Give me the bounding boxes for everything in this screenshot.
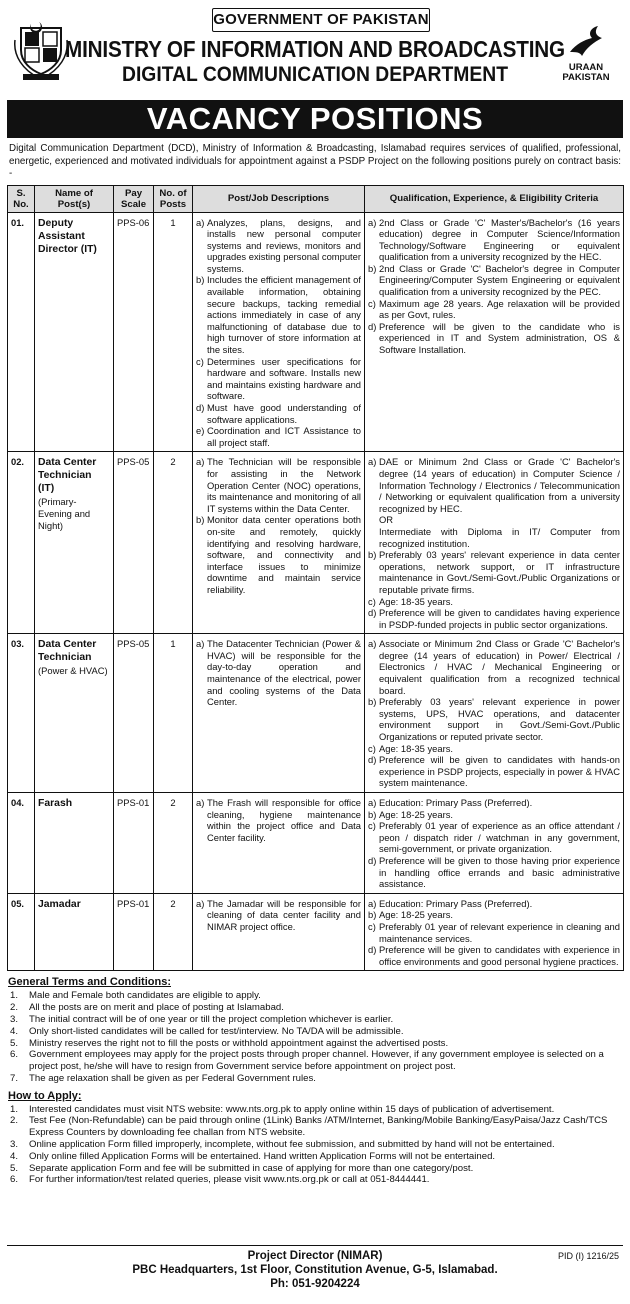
qualification-item — [368, 944, 620, 967]
terms-list — [7, 990, 623, 1084]
table-row — [8, 212, 624, 452]
qualification-list — [368, 797, 620, 890]
qualification-item — [368, 263, 620, 298]
list-marker: b) — [368, 262, 377, 274]
department-title: DIGITAL COMMUNICATION DEPARTMENT — [121, 63, 509, 86]
row-job-description — [193, 793, 365, 894]
description-item — [196, 425, 361, 448]
description-item — [196, 356, 361, 402]
qualification-list — [368, 456, 620, 630]
list-text: Age: 18-25 years. — [379, 909, 454, 921]
row-sno: 04. — [8, 793, 35, 894]
term-item — [7, 990, 623, 1002]
apply-item-number: 3. — [10, 1139, 19, 1151]
description-list — [196, 217, 361, 449]
list-text: Education: Primary Pass (Preferred). — [379, 797, 533, 808]
description-item — [196, 456, 361, 514]
description-item — [196, 797, 361, 843]
list-text: Preferably 03 years' relevant experience in data center operations, network support, or IT infrastructure maintenance in Govt./Semi-Govt./Public Organizations or reputable private firms. — [379, 549, 620, 595]
qualification-list — [368, 638, 620, 789]
list-text: DAE or Minimum 2nd Class or Grade 'C' Bachelor's degree (14 years of education) in Computer Science / Information Technology / Electronics / Telecommunication / Networking or equivalent qualification from a university recognized by HEC. — [379, 456, 620, 514]
qualification-item — [368, 596, 620, 608]
term-item-number: 4. — [10, 1025, 19, 1037]
apply-item-number: 4. — [10, 1150, 19, 1162]
term-item-number: 5. — [10, 1037, 19, 1049]
row-post-cell — [35, 634, 114, 793]
term-item-number: 1. — [10, 990, 19, 1002]
row-pay-scale: PPS-05 — [114, 634, 154, 793]
apply-item-text: Separate application Form and fee will be submitted in case of applying for more than one category/post. — [29, 1162, 474, 1174]
qualification-list — [368, 217, 620, 356]
row-no-of-posts: 2 — [154, 793, 193, 894]
table-row — [8, 634, 624, 793]
intro-paragraph: Digital Communication Department (DCD), Ministry of Information & Broadcasting, Islamabad requires services of qualified, professional, energetic, experienced and motivated individuals for appointment against a PSDP Project on the following positions purely on contract basis: - — [9, 143, 621, 179]
uraan-pakistan-logo — [557, 24, 615, 94]
term-item-text: Government employees may apply for the project posts through proper channel. However, if any government employee is selected on a project post, he/she will have to resign from Government service before appointment on project post. — [29, 1049, 604, 1073]
row-pay-scale: PPS-06 — [114, 212, 154, 452]
term-item-number: 2. — [10, 1002, 19, 1014]
ministry-title: MINISTRY OF INFORMATION AND BROADCASTING — [65, 36, 565, 62]
row-no-of-posts: 1 — [154, 634, 193, 793]
qualification-item — [368, 855, 620, 890]
list-marker: a) — [196, 456, 205, 468]
row-post-shift: (Primary- Evening and Night) — [38, 496, 91, 532]
list-marker: d) — [368, 944, 377, 956]
list-text: The Datacenter Technician (Power & HVAC) will be responsible for the day-to-day operation and maintenance of the electrical, power and cooling systems of the Data Center. — [207, 638, 361, 708]
list-marker: d) — [368, 854, 377, 866]
apply-item-number: 6. — [10, 1174, 19, 1186]
row-sno: 03. — [8, 634, 35, 793]
list-marker: c) — [368, 297, 376, 309]
header-pay-scale: Pay Scale — [114, 185, 154, 212]
list-marker: b) — [196, 514, 205, 526]
list-marker: a) — [368, 797, 377, 808]
list-text: Age: 18-35 years. — [379, 595, 454, 607]
list-marker: a) — [368, 456, 377, 468]
qualification-item — [368, 321, 620, 356]
row-post-name: Jamadar — [38, 898, 81, 910]
table-row — [8, 452, 624, 634]
list-marker: a) — [196, 897, 205, 909]
table-row — [8, 893, 624, 971]
qualification-item — [368, 217, 620, 263]
row-post-cell — [35, 893, 114, 971]
list-text: Determines user specifications for hardware and software. Installs new and maintains existing hardware and software. — [207, 355, 361, 402]
row-post-name: Deputy Assistant Director (IT) — [38, 217, 97, 255]
list-marker: c) — [368, 820, 376, 832]
list-text: The Jamadar will be responsible for cleaning of data center facility and NIMAR project office. — [207, 897, 361, 932]
qualification-item — [368, 797, 620, 809]
qualification-item — [368, 898, 620, 910]
row-pay-scale: PPS-01 — [114, 793, 154, 894]
header — [7, 6, 623, 98]
list-marker: b) — [368, 696, 377, 708]
list-marker: d) — [368, 754, 377, 766]
list-text: 2nd Class or Grade 'C' Bachelor's degree in Computer Engineering/Computer System Engineering or equivalent qualification from a university recognized by the PEC. — [379, 262, 620, 298]
apply-item — [7, 1174, 623, 1186]
list-marker: b) — [368, 808, 377, 820]
list-text: Preference will be given to those having prior experience in handling office errands and basic administrative assistance. — [379, 854, 620, 890]
row-qualification — [365, 452, 624, 634]
apply-item-text: Only online filled Application Forms will be entertained. Hand written Application Forms will not be entertained. — [29, 1150, 496, 1162]
row-no-of-posts: 2 — [154, 452, 193, 634]
description-item — [196, 217, 361, 275]
row-no-of-posts: 2 — [154, 893, 193, 971]
list-text: Age: 18-25 years. — [379, 808, 454, 820]
list-marker: a) — [196, 797, 205, 808]
list-marker: a) — [368, 638, 377, 650]
vacancy-table — [7, 185, 624, 972]
apply-item — [7, 1115, 623, 1139]
row-post-cell — [35, 452, 114, 634]
list-marker: b) — [368, 549, 377, 561]
list-marker: c) — [368, 595, 376, 607]
qualification-item — [368, 607, 620, 630]
list-text: The Frash will responsible for office cleaning, hygiene maintenance within the project office and Data Center facility. — [207, 797, 361, 843]
description-list — [196, 456, 361, 595]
how-to-apply-title: How to Apply: — [8, 1089, 82, 1102]
list-marker: d) — [368, 320, 377, 332]
term-item-text: The initial contract will be of one year or till the project completion whichever is earlier. — [29, 1013, 394, 1025]
list-text: Preferably 01 year of experience as an office attendant / peon / dispatch rider / watchman in any government, semi-government, or private organization. — [379, 820, 620, 855]
row-no-of-posts: 1 — [154, 212, 193, 452]
footer-address: PBC Headquarters, 1st Floor, Constitution Avenue, G-5, Islamabad. — [132, 1264, 498, 1276]
list-marker: d) — [196, 402, 205, 413]
qualification-item — [368, 909, 620, 921]
apply-item-text: Test Fee (Non-Refundable) can be paid through online (1Link) Banks /ATM/Internet, Banking/Mobile Banking/EasyPaisa/Jazz Cash/TCS Express Counters by downloading fee challan from NTS website. — [29, 1115, 608, 1139]
list-text: Must have good understanding of software applications. — [207, 402, 361, 425]
row-qualification — [365, 634, 624, 793]
footer-project-director: Project Director (NIMAR) — [247, 1250, 383, 1262]
header-post-name: Name of Post(s) — [35, 185, 114, 212]
description-item — [196, 274, 361, 355]
header-no-of-posts: No. of Posts — [154, 185, 193, 212]
list-marker: a) — [368, 216, 377, 228]
term-item — [7, 1038, 623, 1050]
qualification-item — [368, 456, 620, 514]
list-text: Associate or Minimum 2nd Class or Grade 'C' Bachelor's degree (14 years of education) in Power/ Electrical / Electronics / HVAC / Mechanical Engineering or equivalent qualification from a recognized technical board. — [379, 638, 620, 696]
list-text: Preference will be given to candidates with hands-on experience in PSDP projects, especially in power & HVAC system maintenance. — [379, 754, 620, 789]
row-post-name: Farash — [38, 798, 73, 809]
list-text: Age: 18-35 years. — [379, 742, 454, 754]
row-post-cell — [35, 212, 114, 452]
term-item-text: All the posts are on merit and place of posting at Islamabad. — [29, 1002, 284, 1014]
description-item — [196, 402, 361, 425]
list-text: Analyzes, plans, designs, and installs new personal computer systems and reviews, monitors and upgrades existing personal computer systems. — [207, 216, 361, 274]
term-item-number: 3. — [10, 1013, 19, 1025]
row-job-description — [193, 212, 365, 452]
qualification-item — [368, 921, 620, 944]
uraan-logo-text: URAAN PAKISTAN — [562, 62, 610, 83]
qualification-list — [368, 898, 620, 968]
list-text: Preferably 01 year of relevant experience in cleaning and maintenance services. — [379, 920, 620, 944]
list-text: Includes the efficient management of available information, obtaining secure backups, tacking remedial actions immediately in case of any malfunctioning of database due to high turnover of store information at the sites. — [207, 274, 361, 356]
row-job-description — [193, 893, 365, 971]
list-marker: c) — [368, 920, 376, 932]
term-item-text: Only short-listed candidates will be called for test/interview. No TA/DA will be admissible. — [29, 1025, 404, 1037]
qualification-item — [368, 638, 620, 696]
qualification-item — [368, 298, 620, 321]
term-item — [7, 1002, 623, 1014]
government-label: GOVERNMENT OF PAKISTAN — [212, 8, 430, 32]
list-marker: a) — [368, 897, 377, 909]
list-text: Education: Primary Pass (Preferred). — [379, 897, 533, 909]
row-sno: 01. — [8, 212, 35, 452]
footer-pid: PID (I) 1216/25 — [557, 1251, 619, 1261]
row-job-description — [193, 452, 365, 634]
apply-item — [7, 1151, 623, 1163]
term-item-number: 6. — [10, 1049, 19, 1061]
term-item — [7, 1049, 623, 1073]
row-post-name: Data Center Technician (IT) — [38, 457, 97, 495]
list-text: 2nd Class or Grade 'C' Master's/Bachelor's (16 years education) degree in Computer Science/Information Technology/Software Engineering or equivalent qualification from a university recognized by the HEC. — [379, 216, 620, 263]
list-text: Preference will be given to candidates having experience in PSDP-funded projects in public sector organizations. — [379, 607, 620, 630]
list-marker: c) — [368, 742, 376, 754]
term-item — [7, 1073, 623, 1085]
row-sno: 02. — [8, 452, 35, 634]
list-marker: b) — [368, 909, 377, 921]
list-marker: a) — [196, 638, 205, 650]
row-job-description — [193, 634, 365, 793]
list-text: Preferably 03 years' relevant experience in power systems, UPS, HVAC operations, and datacenter environment support in Govt./Semi-Govt./Public Organizations or reputed private sector. — [379, 696, 620, 743]
row-pay-scale: PPS-05 — [114, 452, 154, 634]
description-item — [196, 514, 361, 595]
list-text: Preference will be given to the candidate who is experienced in IT and System administration, OS & Software Installation. — [379, 320, 620, 356]
apply-item-number: 1. — [10, 1103, 19, 1115]
table-row — [8, 793, 624, 894]
qualification-item — [368, 809, 620, 821]
row-qualification — [365, 893, 624, 971]
term-item-text: The age relaxation shall be given as per Federal Government rules. — [29, 1072, 316, 1084]
list-text: Monitor data center operations both on-site and remotely, quickly identifying and resolving hardware, software, and connectivity and interface issues to minimize downtime and maintain service reliability. — [207, 514, 361, 595]
header-sno: S. No. — [8, 185, 35, 212]
list-marker: d) — [368, 607, 377, 619]
term-item-number: 7. — [10, 1072, 19, 1084]
row-post-name: Data Center Technician — [38, 639, 97, 664]
qualification-item — [368, 754, 620, 789]
apply-item-number: 5. — [10, 1162, 19, 1174]
list-text: Maximum age 28 years. Age relaxation will be provided as per Govt, rules. — [379, 297, 620, 321]
apply-item-text: For further information/test related queries, please visit www.nts.org.pk or call at 051-8444441. — [29, 1174, 430, 1186]
qualification-item — [368, 743, 620, 755]
how-to-apply-list — [7, 1104, 623, 1187]
row-qualification — [365, 212, 624, 452]
row-qualification — [365, 793, 624, 894]
term-item-text: Male and Female both candidates are eligible to apply. — [29, 990, 261, 1002]
list-marker: e) — [196, 425, 205, 437]
footer-phone: Ph: 051-9204224 — [270, 1278, 360, 1290]
list-text: The Technician will be responsible for assisting in the Network Operation Center (NOC) operations, its maintenance and monitoring of all IT systems within the Data Center. — [207, 456, 361, 514]
table-body — [8, 212, 624, 971]
apply-item-number: 2. — [10, 1115, 19, 1127]
term-item-text: Ministry reserves the right not to fill the posts or withhold appointment against the advertised posts. — [29, 1037, 449, 1049]
apply-item — [7, 1139, 623, 1151]
description-list — [196, 638, 361, 708]
term-item — [7, 1014, 623, 1026]
list-marker: a) — [196, 216, 205, 228]
table-header-row — [8, 185, 624, 212]
qualification-item — [368, 820, 620, 855]
apply-item — [7, 1163, 623, 1175]
list-marker: b) — [196, 274, 205, 286]
apply-item-text: Online application Form filled improperly, incomplete, without fee submission, and submitted by hand will not be entertained. — [29, 1139, 555, 1151]
description-list — [196, 898, 361, 933]
header-qualification: Qualification, Experience, & Eligibility Criteria — [365, 185, 624, 212]
row-sno: 05. — [8, 893, 35, 971]
description-list — [196, 797, 361, 843]
list-text: Preference will be given to candidates with experience in office environments and good personal hygiene practices. — [379, 944, 620, 967]
row-post-shift: (Power & HVAC) — [38, 665, 108, 677]
vacancy-banner: VACANCY POSITIONS — [7, 100, 623, 138]
row-post-cell — [35, 793, 114, 894]
row-pay-scale: PPS-01 — [114, 893, 154, 971]
term-item — [7, 1026, 623, 1038]
terms-title: General Terms and Conditions: — [8, 976, 171, 989]
qualification-item — [368, 549, 620, 595]
list-marker: c) — [196, 355, 204, 367]
qualification-item — [368, 696, 620, 742]
uraan-bird-icon — [566, 24, 606, 58]
apply-item — [7, 1104, 623, 1116]
qualification-item: Intermediate with Diploma in IT/ Computer from recognized institution. — [379, 525, 620, 549]
header-job-descriptions: Post/Job Descriptions — [193, 185, 365, 212]
qualification-item: OR — [379, 514, 394, 526]
list-text: Coordination and ICT Assistance to all project staff. — [207, 425, 361, 448]
footer — [7, 1245, 623, 1298]
apply-item-text: Interested candidates must visit NTS website: www.nts.org.pk to apply online within 15 days of publication of advertisement. — [29, 1103, 555, 1115]
description-item — [196, 638, 361, 708]
description-item — [196, 898, 361, 933]
